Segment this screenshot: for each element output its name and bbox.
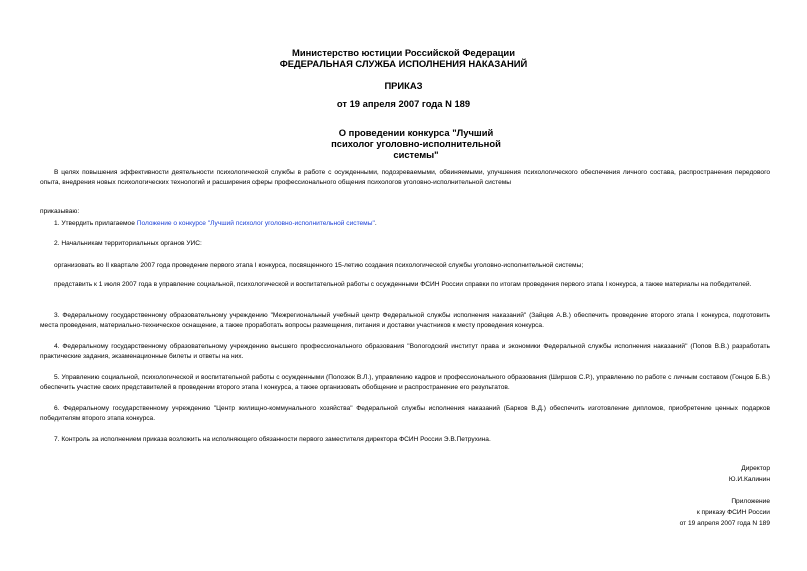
- document-type: ПРИКАЗ: [384, 80, 423, 91]
- appendix-date: от 19 апреля 2007 года N 189: [679, 520, 770, 527]
- order-word: приказываю:: [40, 208, 80, 215]
- item-4: 4. Федеральному государственному образовательному учреждению высшего профессионального образования "Вологодский институт права и экономики Федеральной службы исполнения наказаний" (Попов В.В.) разработать практические задания, экзаменационные билеты и ответы на них.: [40, 343, 770, 360]
- signature-name: Ю.И.Калинин: [728, 476, 770, 483]
- item-6: 6. Федеральному государственному учреждению "Центр жилищно-коммунального хозяйства" Федеральной службы исполнения наказаний (Барков В.Д.) обеспечить изготовление дипломов, приобретение ценных подарков победителям второго этапа конкурса.: [40, 405, 770, 422]
- item-1-prefix: 1. Утвердить прилагаемое: [54, 220, 137, 227]
- item-2: 2. Начальникам территориальных органов УИС:: [54, 240, 202, 247]
- item-5: 5. Управлению социальной, психологической и воспитательной работы с осужденными (Полозюк В.Л.), управлению кадров и профессионального образования (Ширшов С.Р.), управлению по работе с личным составом (Гонцов Б.В.) обеспечить участие своих представителей в проведении второго этапа I конкурса, а также организовать обобщение и распространение его результатов.: [40, 374, 770, 391]
- document-subject: О проведении конкурса "Лучший психолог уголовно-исполнительной системы": [331, 127, 501, 160]
- ministry-title: Министерство юстиции Российской Федерации: [292, 47, 515, 58]
- appendix-reference: к приказу ФСИН России: [696, 509, 770, 516]
- item-2-sub-a: организовать во II квартале 2007 года проведение первого этапа I конкурса, посвященного 15-летию создания психологической службы уголовно-исполнительной системы;: [54, 262, 584, 269]
- service-title: ФЕДЕРАЛЬНАЯ СЛУЖБА ИСПОЛНЕНИЯ НАКАЗАНИЙ: [279, 58, 528, 69]
- document-date-number: от 19 апреля 2007 года N 189: [336, 98, 471, 109]
- item-2-sub-b: представить к 1 июля 2007 года в управление социальной, психологической и воспитательной работы с осужденными ФСИН России справки по итогам проведения первого этапа I конкурса, а также материалы на победителей.: [54, 281, 752, 288]
- item-1: [40, 219, 770, 229]
- regulation-link[interactable]: Положение о конкурсе "Лучший психолог уголовно-исполнительной системы": [136, 220, 375, 227]
- intro-paragraph: В целях повышения эффективности деятельности психологической службы в работе с осужденными, подозреваемыми, обвиняемыми, улучшения психологического обеспечения личного состава, распространения передового опыта, внедрения новых психологических технологий и расширения сферы профессионального общения психологов уголовно-исполнительной системы: [40, 169, 770, 186]
- item-1-suffix: .: [374, 220, 377, 227]
- item-7: 7. Контроль за исполнением приказа возложить на исполняющего обязанности первого заместителя директора ФСИН России Э.В.Петрухина.: [54, 436, 491, 443]
- item-3: 3. Федеральному государственному образовательному учреждению "Межрегиональный учебный центр Федеральной службы исполнения наказаний" (Зайцев А.В.) обеспечить проведение второго этапа I конкурса, подготовить места проведения, материально-техническое оснащение, а также проработать вопросы размещения, питания и доставки участников к месту проведения конкурса.: [40, 312, 770, 329]
- signature-title: Директор: [741, 465, 770, 472]
- appendix-label: Приложение: [731, 498, 770, 505]
